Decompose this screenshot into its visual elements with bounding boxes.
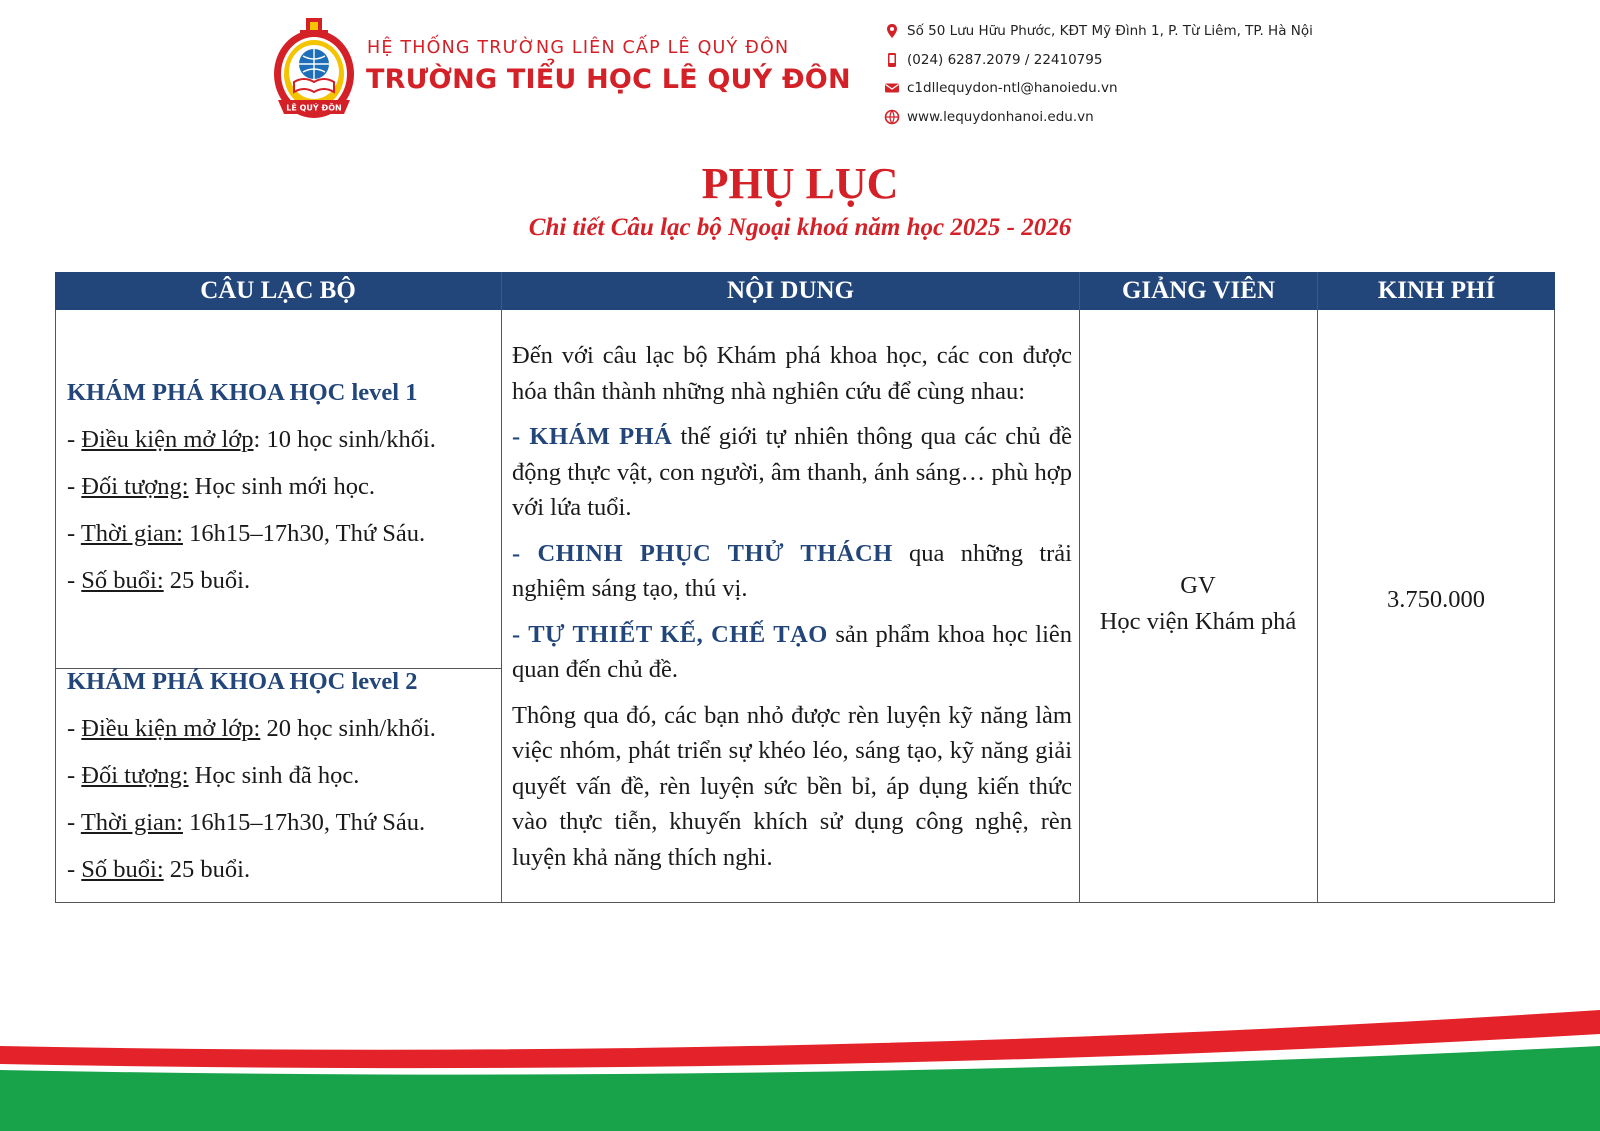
col-divider-1 (501, 272, 502, 903)
club-time: - Thời gian: 16h15–17h30, Thứ Sáu. (67, 520, 426, 547)
table-border-left (55, 272, 56, 903)
logo-text: LÊ QUÝ ĐÔN (286, 103, 342, 113)
club-name: KHÁM PHÁ KHOA HỌC level 1 (67, 379, 418, 406)
club-condition: - Điều kiện mở lớp: 10 học sinh/khối. (67, 426, 436, 453)
club-sessions: - Số buổi: 25 buổi. (67, 567, 251, 594)
contact-website (884, 103, 1313, 132)
teacher-line-2: Học viện Khám phá (1099, 607, 1297, 635)
page-subtitle: Chi tiết Câu lạc bộ Ngoại khoá năm học 2025 - 2026 (528, 214, 1072, 241)
contact-email-text[interactable]: c1dllequydon-ntl@hanoiedu.vn (907, 80, 1118, 97)
club-level-2 (67, 658, 497, 893)
fee-cell: 3.750.000 (1387, 586, 1485, 613)
location-pin-icon (884, 23, 900, 39)
content-bullet-1: - KHÁM PHÁ thế giới tự nhiên thông qua các chủ đề động thực vật, con người, âm thanh, ánh sáng… phù hợp với lứa tuổi. (512, 423, 1072, 521)
contact-website-text[interactable]: www.lequydonhanoi.edu.vn (907, 109, 1094, 126)
content-intro: Đến với câu lạc bộ Khám phá khoa học, các con được hóa thân thành những nhà nghiên cứu để cùng nhau: (512, 342, 1072, 405)
header-content: NỘI DUNG (502, 272, 1079, 310)
content-outro: Thông qua đó, các bạn nhỏ được rèn luyện kỹ năng làm việc nhóm, phát triển sự khéo léo, sáng tạo, kỹ năng giải quyết vấn đề, rèn luyện sức bền bỉ, áp dụng kiến thức vào thực tiễn, khuyến khích sử dụng công nghệ, rèn luyện khả năng thích nghi. (512, 701, 1072, 871)
club-time: - Thời gian: 16h15–17h30, Thứ Sáu. (67, 809, 426, 836)
table-border-bottom (55, 902, 1555, 903)
club-sessions: - Số buổi: 25 buổi. (67, 856, 251, 883)
club-level-1 (67, 369, 497, 604)
contact-info (884, 17, 1313, 131)
content-bullet-3: - TỰ THIẾT KẾ, CHẾ TẠO sản phẩm khoa học liên quan đến chủ đề. (512, 620, 1073, 683)
footer-wave-decoration (0, 1010, 1600, 1131)
school-name: TRƯỜNG TIỂU HỌC LÊ QUÝ ĐÔN (366, 64, 851, 95)
school-logo (270, 16, 358, 126)
page-title: PHỤ LỤC (701, 159, 899, 208)
club-target: - Đối tượng: Học sinh mới học. (67, 473, 376, 500)
table-border-right (1554, 272, 1555, 903)
content-bullet-2: - CHINH PHỤC THỬ THÁCH qua những trải nghiệm sáng tạo, thú vị. (512, 539, 1072, 602)
club-target: - Đối tượng: Học sinh đã học. (67, 762, 360, 789)
club-table (55, 272, 1555, 903)
header-fee: KINH PHÍ (1318, 272, 1555, 310)
mail-icon (884, 80, 900, 96)
contact-phone-text: (024) 6287.2079 / 22410795 (907, 51, 1103, 68)
globe-icon (884, 109, 900, 125)
header-teacher: GIẢNG VIÊN (1080, 272, 1317, 310)
contact-address (884, 17, 1313, 46)
school-system-name: HỆ THỐNG TRƯỜNG LIÊN CẤP LÊ QUÝ ĐÔN (367, 38, 790, 58)
phone-icon (884, 52, 900, 68)
contact-phone (884, 46, 1313, 75)
contact-address-text: Số 50 Lưu Hữu Phước, KĐT Mỹ Đình 1, P. Từ Liêm, TP. Hà Nội (907, 23, 1313, 40)
contact-email (884, 74, 1313, 103)
club-condition: - Điều kiện mở lớp: 20 học sinh/khối. (67, 715, 436, 742)
club-content (512, 338, 1072, 885)
header-club: CÂU LẠC BỘ (55, 272, 501, 310)
club-name: KHÁM PHÁ KHOA HỌC level 2 (67, 668, 418, 695)
teacher-cell (1080, 568, 1316, 639)
teacher-line-1: GV (1180, 572, 1216, 599)
